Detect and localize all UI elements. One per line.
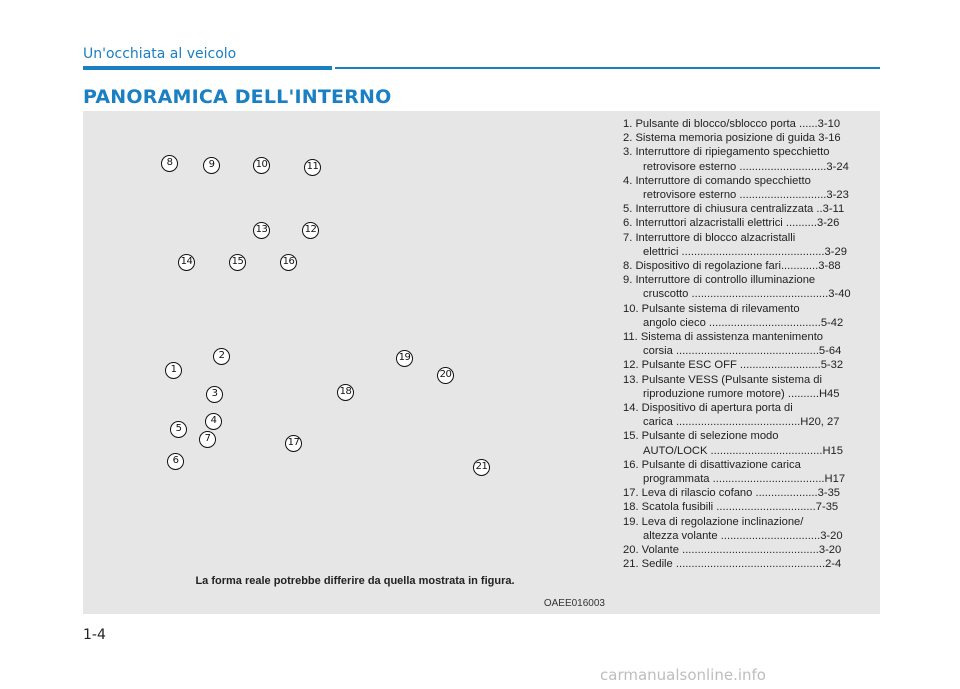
legend-item-text: 2. Sistema memoria posizione di guida 3-16 — [623, 132, 841, 145]
legend-item-text: 15. Pulsante di selezione modo — [623, 430, 779, 443]
legend-item-continuation: retrovisore esterno ............................3-23 — [643, 189, 849, 202]
callout-8: 8 — [161, 155, 178, 172]
legend-item-continuation: carica ........................................H20, 27 — [643, 416, 840, 429]
legend-item-text: 16. Pulsante di disattivazione carica — [623, 458, 801, 471]
legend-item-text: 17. Leva di rilascio cofano ....................3-35 — [623, 487, 841, 500]
callout-1: 1 — [165, 362, 182, 379]
legend-item-6 — [623, 216, 873, 230]
legend-item-8 — [623, 259, 873, 273]
legend-item-21 — [623, 557, 873, 571]
legend-item-continuation: programmata ....................................H17 — [643, 473, 846, 486]
figure-code: OAEE016003 — [543, 598, 605, 609]
callout-20: 20 — [437, 367, 454, 384]
legend-item-7 — [623, 231, 873, 259]
callout-6: 6 — [167, 453, 184, 470]
legend-item-text: 6. Interruttori alzacristalli elettrici ..........3-26 — [623, 217, 840, 230]
legend-item-17 — [623, 486, 873, 500]
legend-item-text: 13. Pulsante VESS (Pulsante sistema di — [623, 373, 822, 386]
legend-item-15 — [623, 429, 873, 457]
callout-19: 19 — [396, 350, 413, 367]
page-number: 1-4 — [83, 627, 106, 643]
legend-item-text: 20. Volante ............................................3-20 — [623, 544, 842, 557]
legend-item-text: 10. Pulsante sistema di rilevamento — [623, 302, 800, 315]
callout-7: 7 — [199, 431, 216, 448]
legend-item-text: 21. Sedile ................................................2-4 — [623, 558, 842, 571]
header-rule-thick — [83, 66, 332, 70]
legend-item-2 — [623, 131, 873, 145]
legend-item-14 — [623, 401, 873, 429]
page-heading: PANORAMICA DELL'INTERNO — [83, 86, 392, 108]
section-title: Un'occhiata al veicolo — [83, 46, 237, 62]
figure-note: La forma reale potrebbe differire da quella mostrata in figura. — [195, 575, 515, 587]
legend-item-continuation: elettrici ..............................................3-29 — [643, 245, 847, 258]
callout-2: 2 — [213, 348, 230, 365]
legend-item-continuation: cruscotto ............................................3-40 — [643, 288, 851, 301]
legend-item-18 — [623, 500, 873, 514]
legend-item-text: 14. Dispositivo di apertura porta di — [623, 402, 793, 415]
callout-17: 17 — [285, 435, 302, 452]
legend-item-continuation: corsia ..............................................5-64 — [643, 345, 842, 358]
legend-item-text: 8. Dispositivo di regolazione fari............3-88 — [623, 260, 841, 273]
legend-item-16 — [623, 458, 873, 486]
legend-item-1 — [623, 117, 873, 131]
callout-14: 14 — [178, 254, 195, 271]
legend-item-text: 9. Interruttore di controllo illuminazione — [623, 274, 816, 287]
watermark: carmanualsonline.info — [600, 666, 766, 684]
legend-item-5 — [623, 202, 873, 216]
callout-9: 9 — [203, 157, 220, 174]
legend-item-continuation: riproduzione rumore motore) ..........H45 — [643, 387, 840, 400]
callout-16: 16 — [280, 254, 297, 271]
callout-11: 11 — [304, 159, 321, 176]
legend-item-text: 3. Interruttore di ripiegamento specchietto — [623, 146, 830, 159]
callout-18: 18 — [337, 384, 354, 401]
callout-5: 5 — [170, 421, 187, 438]
legend-item-9 — [623, 273, 873, 301]
legend-item-20 — [623, 543, 873, 557]
legend-item-text: 5. Interruttore di chiusura centralizzata ..3-11 — [623, 203, 845, 216]
interior-figure — [83, 111, 610, 614]
legend-item-continuation: angolo cieco ....................................5-42 — [643, 316, 844, 329]
callout-3: 3 — [206, 386, 223, 403]
legend-item-12 — [623, 358, 873, 372]
callout-13: 13 — [253, 222, 270, 239]
legend-item-text: 4. Interruttore di comando specchietto — [623, 174, 811, 187]
legend-item-text: 1. Pulsante di blocco/sblocco porta ......3-10 — [623, 118, 841, 130]
legend-item-text: 12. Pulsante ESC OFF ..........................5-32 — [623, 359, 844, 372]
header-rule-thin — [335, 67, 880, 69]
legend-item-text: 11. Sistema di assistenza mantenimento — [623, 331, 824, 344]
callout-12: 12 — [302, 222, 319, 239]
callout-4: 4 — [205, 413, 222, 430]
legend-item-text: 7. Interruttore di blocco alzacristalli — [623, 231, 796, 244]
legend-item-continuation: altezza volante ................................3-20 — [643, 529, 843, 542]
callout-15: 15 — [229, 254, 246, 271]
legend-item-13 — [623, 373, 873, 401]
legend-item-10 — [623, 302, 873, 330]
callout-10: 10 — [253, 157, 270, 174]
content-panel — [83, 111, 880, 614]
callout-21: 21 — [473, 459, 490, 476]
legend-item-11 — [623, 330, 873, 358]
legend-item-continuation: AUTO/LOCK ....................................H15 — [643, 444, 843, 457]
legend-item-text: 18. Scatola fusibili ................................7-35 — [623, 501, 839, 514]
legend-item-3 — [623, 145, 873, 173]
legend-item-19 — [623, 515, 873, 543]
legend-item-text: 19. Leva di regolazione inclinazione/ — [623, 515, 804, 528]
legend-item-4 — [623, 174, 873, 202]
legend-item-continuation: retrovisore esterno ............................3-24 — [643, 160, 849, 173]
component-legend — [623, 117, 873, 572]
